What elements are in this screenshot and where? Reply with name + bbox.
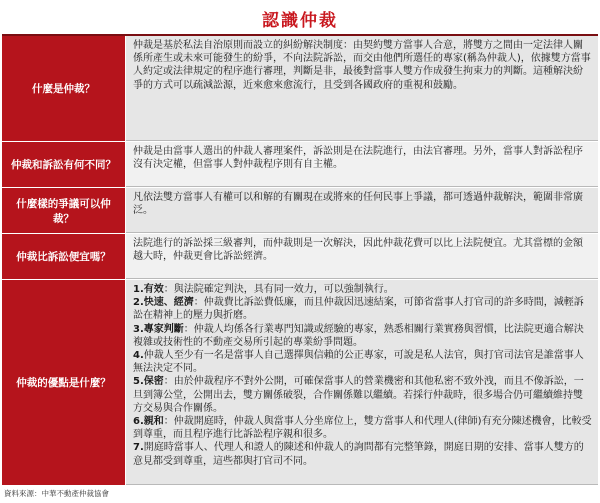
advantage-text: ：與法院確定判決，具有同一效力，可以強制執行。 [163, 284, 394, 295]
faq-row-arbitration-vs-litigation [2, 142, 598, 188]
advantage-text: ：仲裁人均係各行業專門知識或經驗的專家，熟悉相關行業實務與習慣，比法院更適合解決複雜或技術性的不動產交易所引起的專業紛爭問題。 [133, 323, 584, 348]
question-cell: 什麼樣的爭議可以仲裁？ [2, 188, 126, 233]
source-note: 資料來源：中華不動產仲裁協會 [4, 489, 109, 498]
advantage-text: 開庭時當事人、代理人和證人的陳述和仲裁人的詢問都有完整筆錄，開庭日期的安排、當事人雙方的意見都受到尊重，這些都與打官司不同。 [133, 442, 584, 467]
question-cell: 仲裁比訴訟便宜嗎？ [2, 234, 126, 279]
advantage-text: 仲裁人至少有一名是當事人自己選擇與信賴的公正專家，可說是私人法官，與打官司法官是誰當事人無法決定不同。 [133, 350, 584, 375]
question-cell: 什麼是仲裁？ [2, 36, 126, 141]
advantage-item [133, 349, 592, 375]
advantage-item [133, 283, 592, 296]
faq-row-arbitrable-disputes [2, 188, 598, 234]
advantage-item [133, 415, 592, 441]
answer-cell: 法院進行的訴訟採三級審判，而仲裁則是一次解決，因此仲裁花費可以比上法院便宜。尤其當標的金額越大時，仲裁更會比訴訟經濟。 [126, 234, 598, 279]
page-title: 認識仲裁 [262, 11, 338, 31]
advantage-head: 3.專家判斷 [133, 323, 184, 335]
faq-row-what-is-arbitration [2, 36, 598, 142]
faq-row-advantages [2, 280, 598, 486]
advantage-head: 1.有效 [133, 284, 164, 295]
advantage-text: ：由於仲裁程序不對外公開，可確保當事人的營業機密和其他私密不致外洩，而且不像訴訟，一旦到簿公堂，公開出去，雙方關係破裂，合作關係難以繼續。若採行仲裁時，很多場合仍可繼續維持雙方交易與合作關係。 [133, 376, 584, 414]
faq-row-cost [2, 234, 598, 280]
question-cell: 仲裁的優點是什麼？ [2, 280, 126, 485]
answer-cell: 仲裁是由當事人選出的仲裁人審理案件，訴訟則是在法院進行，由法官審理。另外，當事人對訴訟程序沒有決定權，但當事人對仲裁程序則有自主權。 [126, 142, 598, 187]
answer-cell: 凡依法雙方當事人有權可以和解的有關現在或將來的任何民事上爭議，都可透過仲裁解決，範圍非常廣泛。 [126, 188, 598, 233]
advantage-head: 5.保密 [133, 376, 164, 388]
advantage-item [133, 296, 592, 322]
advantage-item [133, 375, 592, 415]
answer-cell: 仲裁是基於私法自治原則而設立的糾紛解決制度：由契約雙方當事人合意，將雙方之間由一定法律人關係所產生或未來可能發生的紛爭，不向法院訴訟，而交由他們所選任的專家(稱為仲裁人)，依據雙方當事人約定或法律規定的程序進行審理，判斷是非，最後對當事人雙方作成發生拘束力的判斷。這種解決紛爭的方式可以疏減訟源，近來愈來愈流行，且受到各國政府的重視和鼓勵。 [126, 36, 598, 141]
advantage-item [133, 441, 592, 467]
advantage-head: 4. [133, 350, 144, 362]
advantages-cell [126, 280, 598, 485]
advantage-text: ：仲裁費比訴訟費低廉，而且仲裁因迅速結案，可節省當事人打官司的許多時間，減輕訴訟在精神上的壓力與折磨。 [133, 297, 584, 322]
faq-table [2, 34, 598, 486]
question-cell: 仲裁和訴訟有何不同？ [2, 142, 126, 187]
advantage-text: ：仲裁開庭時，仲裁人與當事人分坐席位上，雙方當事人和代理人(律師)有充分陳述機會，比較受到尊重，而且程序進行比訴訟程序親和很多。 [133, 416, 592, 441]
advantage-head: 2.快速、經濟 [133, 297, 194, 309]
advantage-head: 7. [133, 442, 144, 454]
advantage-item [133, 323, 592, 349]
advantage-head: 6.親和 [133, 416, 164, 428]
